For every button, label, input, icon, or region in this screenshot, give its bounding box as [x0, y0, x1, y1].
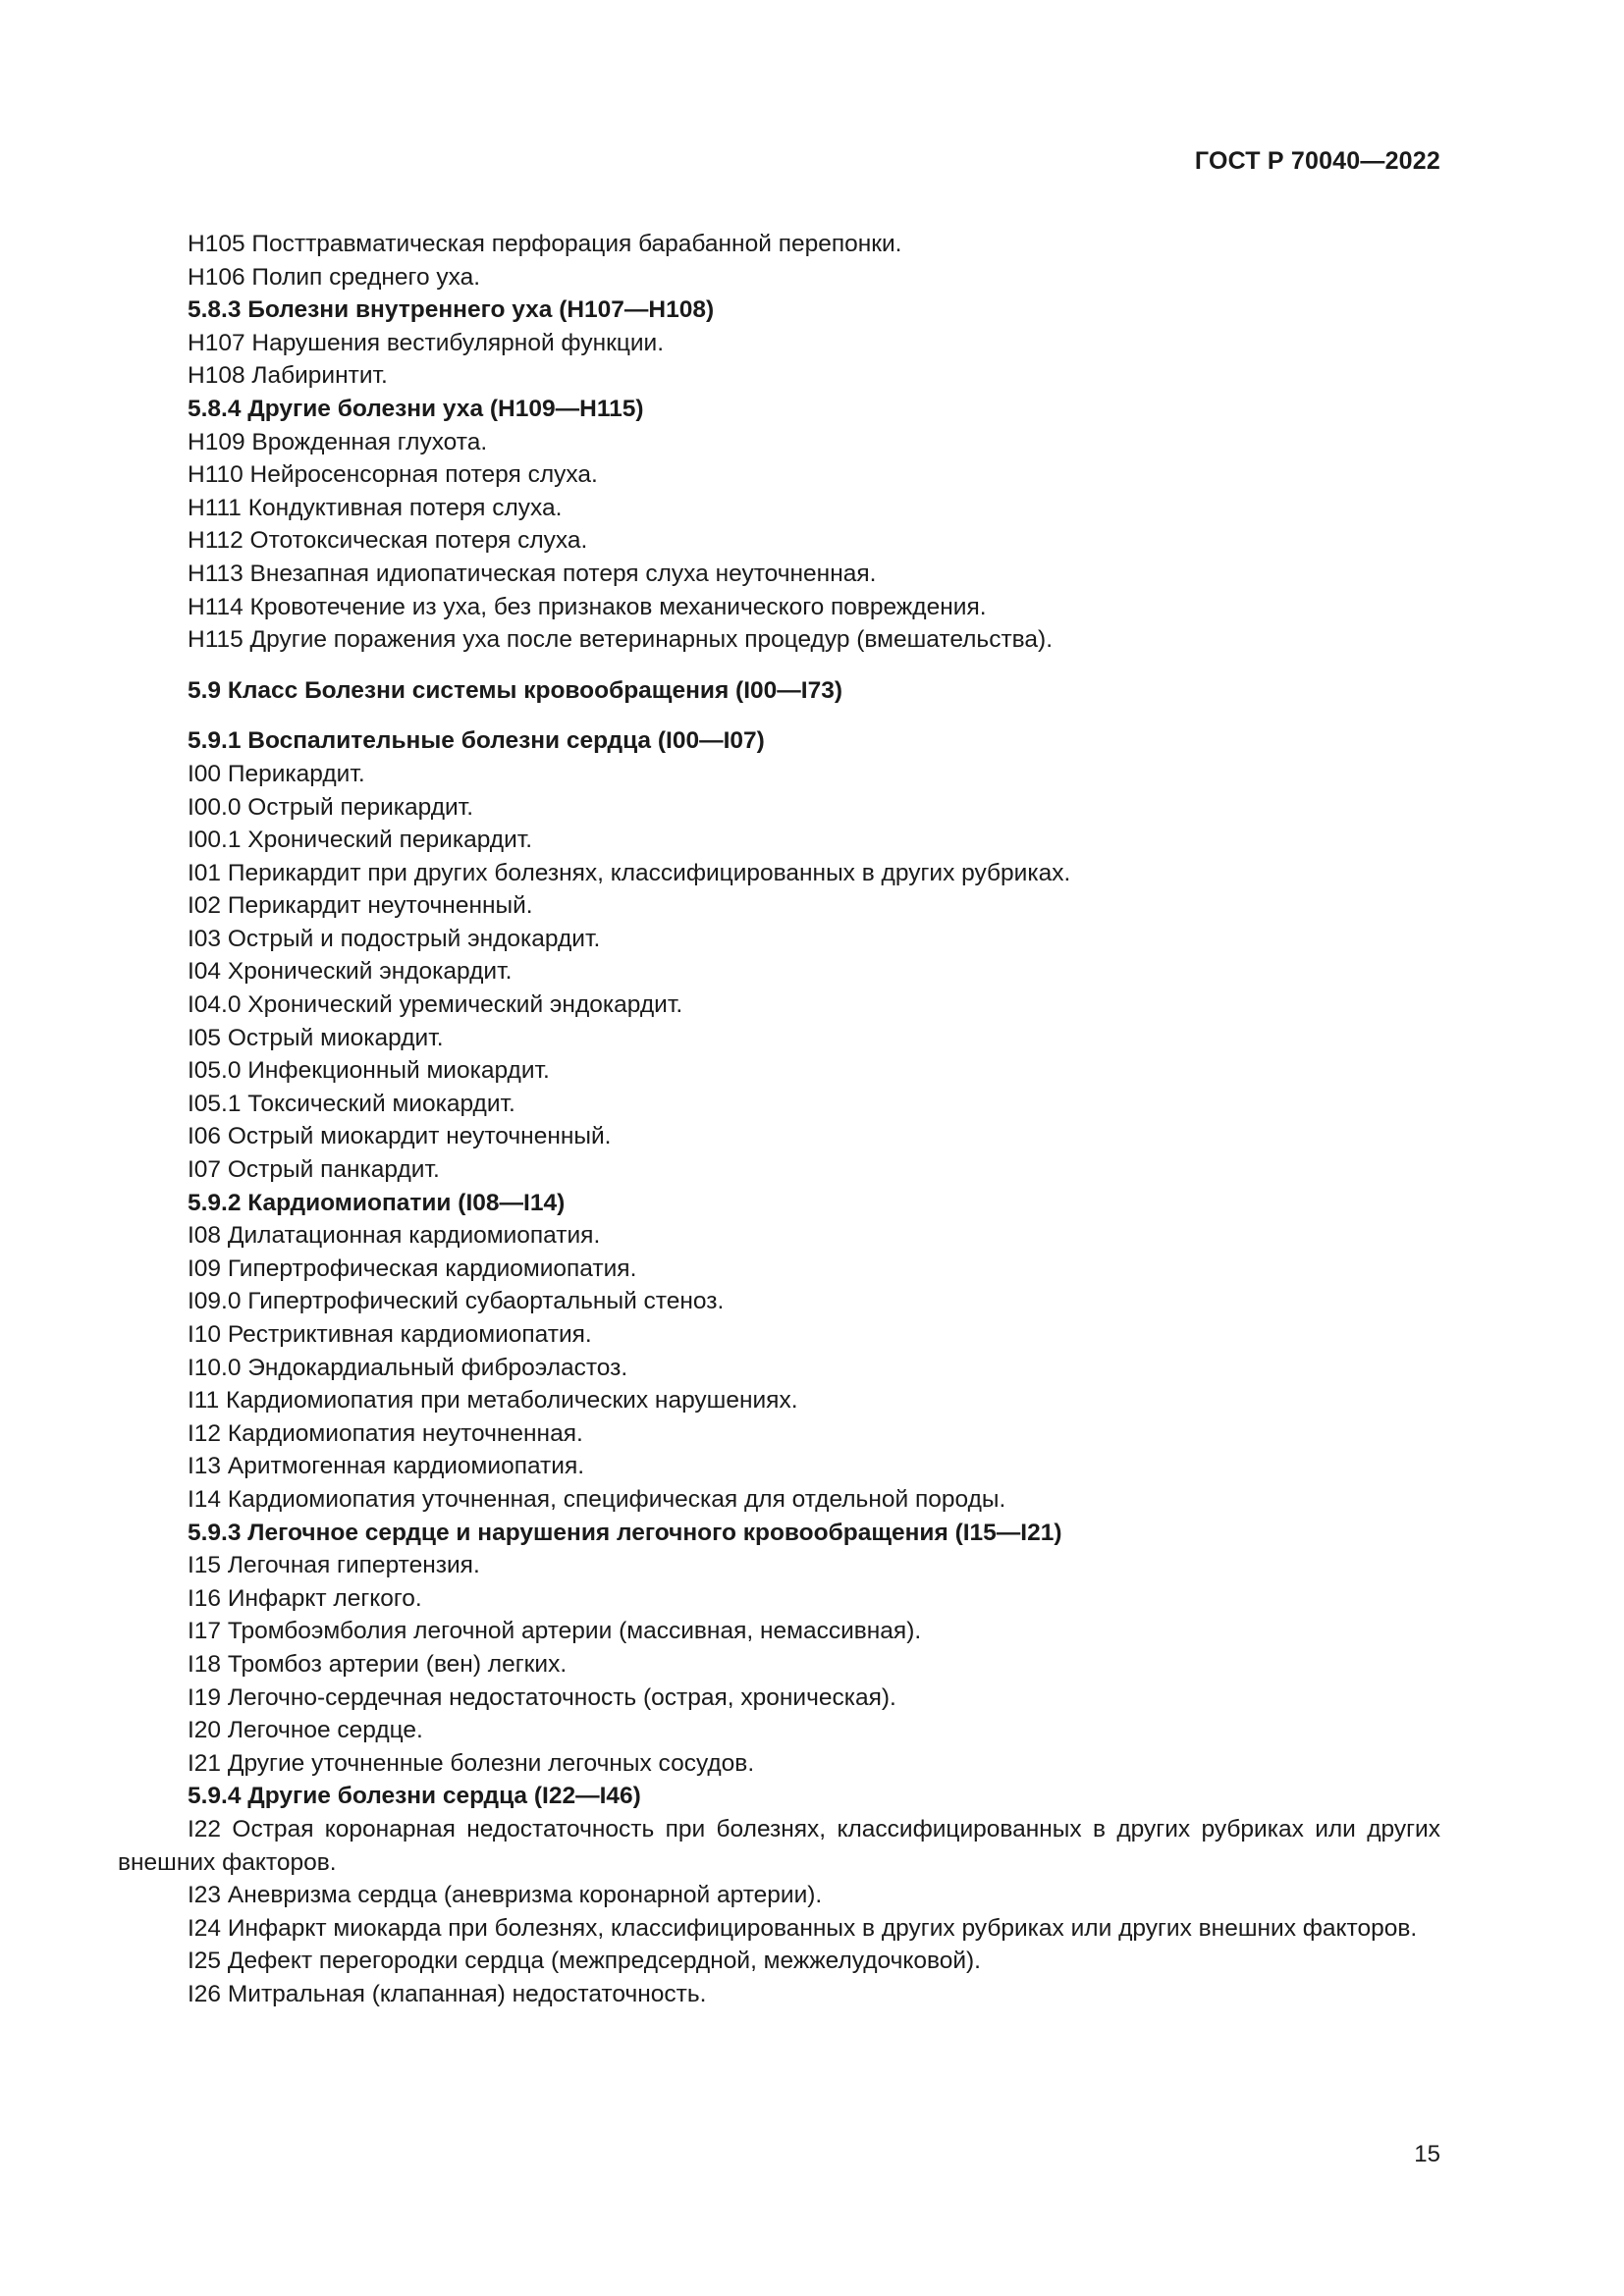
- list-item: I01 Перикардит при других болезнях, классифицированных в других рубриках.: [188, 859, 1071, 886]
- section-heading: 5.9.4 Другие болезни сердца (I22—I46): [188, 1783, 641, 1810]
- list-item: I02 Перикардит неуточненный.: [188, 892, 533, 920]
- list-item: H113 Внезапная идиопатическая потеря слуха неуточненная.: [188, 560, 877, 587]
- list-item: I12 Кардиомиопатия неуточненная.: [188, 1419, 583, 1447]
- list-item: I11 Кардиомиопатия при метаболических нарушениях.: [188, 1387, 798, 1415]
- section-heading: 5.9.1 Воспалительные болезни сердца (I00—I07): [188, 727, 765, 755]
- page-number: 15: [1414, 2141, 1440, 2167]
- list-item: H110 Нейросенсорная потеря слуха.: [188, 461, 598, 489]
- list-item: I00.0 Острый перикардит.: [188, 793, 473, 821]
- list-item: I05 Острый миокардит.: [188, 1024, 444, 1051]
- list-item: H107 Нарушения вестибулярной функции.: [188, 329, 665, 356]
- list-item: I03 Острый и подострый эндокардит.: [188, 925, 601, 952]
- list-item: I17 Тромбоэмболия легочной артерии (массивная, немассивная).: [188, 1618, 922, 1645]
- list-item: H112 Ототоксическая потеря слуха.: [188, 527, 588, 555]
- list-item: I16 Инфаркт легкого.: [188, 1584, 422, 1612]
- list-item: I21 Другие уточненные болезни легочных сосудов.: [188, 1749, 755, 1777]
- list-item: I04 Хронический эндокардит.: [188, 958, 513, 986]
- section-heading: 5.8.4 Другие болезни уха (H109—H115): [188, 395, 644, 422]
- section-heading: 5.9.3 Легочное сердце и нарушения легочного кровообращения (I15—I21): [188, 1519, 1062, 1546]
- list-item: H114 Кровотечение из уха, без признаков механического повреждения.: [188, 593, 987, 620]
- list-item: I18 Тромбоз артерии (вен) легких.: [188, 1650, 568, 1678]
- list-item: I08 Дилатационная кардиомиопатия.: [188, 1222, 601, 1250]
- list-item: I09.0 Гипертрофический субаортальный стеноз.: [188, 1288, 725, 1315]
- list-item: H115 Другие поражения уха после ветеринарных процедур (вмешательства).: [188, 626, 1053, 654]
- document-code: ГОСТ Р 70040—2022: [1194, 147, 1440, 175]
- list-item: I24 Инфаркт миокарда при болезнях, классифицированных в других рубриках или других внешних факторов.: [188, 1914, 1418, 1942]
- list-item: I15 Легочная гипертензия.: [188, 1552, 480, 1579]
- list-item: I05.0 Инфекционный миокардит.: [188, 1057, 550, 1085]
- document-body: [118, 228, 1440, 2010]
- list-item: H105 Посттравматическая перфорация барабанной перепонки.: [188, 231, 902, 257]
- list-item: H111 Кондуктивная потеря слуха.: [188, 494, 563, 521]
- list-item: I25 Дефект перегородки сердца (межпредсердной, межжелудочковой).: [188, 1948, 981, 1975]
- section-heading: 5.9.2 Кардиомиопатии (I08—I14): [188, 1189, 566, 1216]
- list-item: I22 Острая коронарная недостаточность при болезнях, классифицированных в других рубриках или других внешних факторов.: [118, 1815, 1440, 1876]
- list-item: I14 Кардиомиопатия уточненная, специфическая для отдельной породы.: [188, 1485, 1006, 1513]
- list-item: I09 Гипертрофическая кардиомиопатия.: [188, 1255, 637, 1282]
- list-item: I00.1 Хронический перикардит.: [188, 827, 533, 854]
- list-item: I26 Митральная (клапанная) недостаточность.: [188, 1980, 707, 2007]
- list-item: H109 Врожденная глухота.: [188, 428, 488, 455]
- list-item: I13 Аритмогенная кардиомиопатия.: [188, 1453, 585, 1480]
- list-item: I10 Рестриктивная кардиомиопатия.: [188, 1321, 592, 1348]
- class-heading: 5.9 Класс Болезни системы кровообращения (I00—I73): [188, 676, 842, 704]
- list-item: H108 Лабиринтит.: [188, 362, 388, 390]
- list-item: I20 Легочное сердце.: [188, 1717, 423, 1744]
- list-item: I19 Легочно-сердечная недостаточность (острая, хроническая).: [188, 1683, 896, 1711]
- list-item: I00 Перикардит.: [188, 760, 365, 787]
- list-item: I05.1 Токсический миокардит.: [188, 1090, 515, 1117]
- list-item: I07 Острый панкардит.: [188, 1156, 440, 1184]
- list-item: I06 Острый миокардит неуточненный.: [188, 1123, 612, 1150]
- list-item: I10.0 Эндокардиальный фиброэластоз.: [188, 1354, 628, 1381]
- section-heading: 5.8.3 Болезни внутреннего уха (H107—H108): [188, 296, 715, 324]
- list-item: I04.0 Хронический уремический эндокардит.: [188, 991, 683, 1019]
- list-item: I23 Аневризма сердца (аневризма коронарной артерии).: [188, 1882, 823, 1909]
- list-item: H106 Полип среднего уха.: [188, 263, 481, 291]
